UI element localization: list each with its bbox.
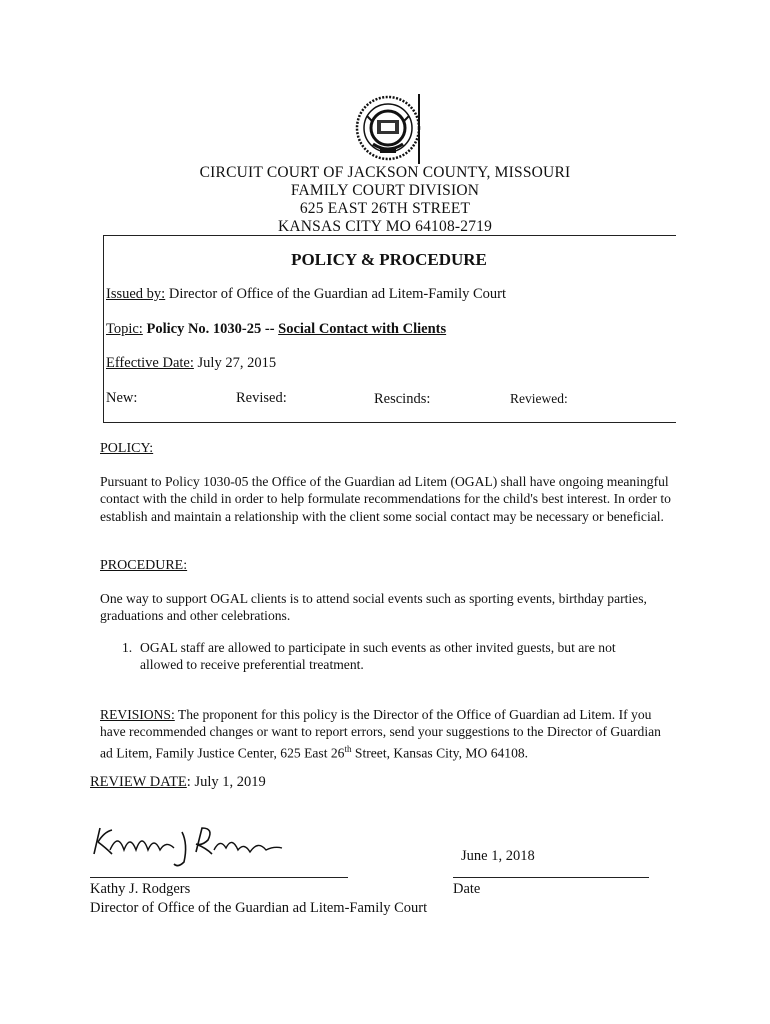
topic-row bbox=[106, 321, 446, 338]
revisions-superscript: th bbox=[344, 743, 352, 754]
procedure-item-number: 1. bbox=[122, 640, 133, 655]
policy-heading: POLICY: bbox=[100, 441, 154, 456]
signature-date: June 1, 2018 bbox=[461, 848, 535, 864]
procedure-body: One way to support OGAL clients is to attend social events such as sporting events, birthday parties, graduations and other celebrations. bbox=[100, 591, 647, 624]
topic-policy-number: Policy No. 1030-25 -- bbox=[142, 321, 279, 337]
effective-date-label: Effective Date: bbox=[106, 355, 194, 371]
street-address: 625 EAST 26TH STREET bbox=[299, 200, 471, 217]
procedure-item-text: OGAL staff are allowed to participate in such events as other invited guests, but are not allowed to receive preferential treatment. bbox=[140, 640, 616, 673]
seal-rule bbox=[418, 94, 420, 164]
procedure-heading: PROCEDURE: bbox=[100, 558, 188, 573]
signer-name: Kathy J. Rodgers bbox=[90, 881, 191, 897]
policy-body: Pursuant to Policy 1030-05 the Office of the Guardian ad Litem (OGAL) shall have ongoing meaningful contact with the child in order to help formulate recommendations for the child's best interest. In order to establish and maintain a relationship with the client some social contact may be necessary or beneficial. bbox=[100, 474, 671, 524]
revisions-text-b: Street, Kansas City, MO 64108. bbox=[351, 745, 529, 761]
court-seal bbox=[355, 92, 425, 164]
issued-by-label: Issued by: bbox=[106, 286, 166, 302]
date-label: Date bbox=[453, 881, 481, 897]
division-name: FAMILY COURT DIVISION bbox=[290, 182, 480, 199]
effective-date-row bbox=[106, 355, 276, 372]
revisions-label: REVISIONS: bbox=[100, 707, 175, 722]
revised-label: Revised: bbox=[236, 390, 287, 406]
handwritten-signature bbox=[90, 818, 290, 870]
signer-title: Director of Office of the Guardian ad Litem-Family Court bbox=[90, 900, 428, 916]
topic-label: Topic: bbox=[106, 321, 143, 337]
reviewed-label: Reviewed: bbox=[510, 391, 568, 406]
new-label: New: bbox=[106, 390, 138, 406]
issued-by-row bbox=[106, 286, 506, 303]
signature-line bbox=[90, 877, 348, 878]
effective-date-value: July 27, 2015 bbox=[193, 355, 277, 371]
court-name: CIRCUIT COURT OF JACKSON COUNTY, MISSOURI bbox=[199, 164, 571, 181]
rescinds-label: Rescinds: bbox=[374, 391, 431, 407]
review-date-value: : July 1, 2019 bbox=[186, 774, 266, 790]
review-date-row bbox=[90, 774, 266, 791]
topic-subject: Social Contact with Clients bbox=[278, 321, 447, 337]
revisions-text-a: The proponent for this policy is the Director of the Office of Guardian ad Litem. If you have recommended changes or want to report errors, send your suggestions to the Director of Guardian ad Litem, Family Justice Center, 625 East 26 bbox=[100, 707, 661, 761]
revisions-paragraph bbox=[100, 706, 670, 762]
date-line bbox=[453, 877, 649, 878]
review-date-label: REVIEW DATE bbox=[90, 774, 187, 790]
policy-box-title: POLICY & PROCEDURE bbox=[291, 250, 487, 269]
city-address: KANSAS CITY MO 64108-2719 bbox=[277, 218, 493, 235]
issued-by-value: Director of Office of the Guardian ad Litem-Family Court bbox=[165, 286, 506, 302]
